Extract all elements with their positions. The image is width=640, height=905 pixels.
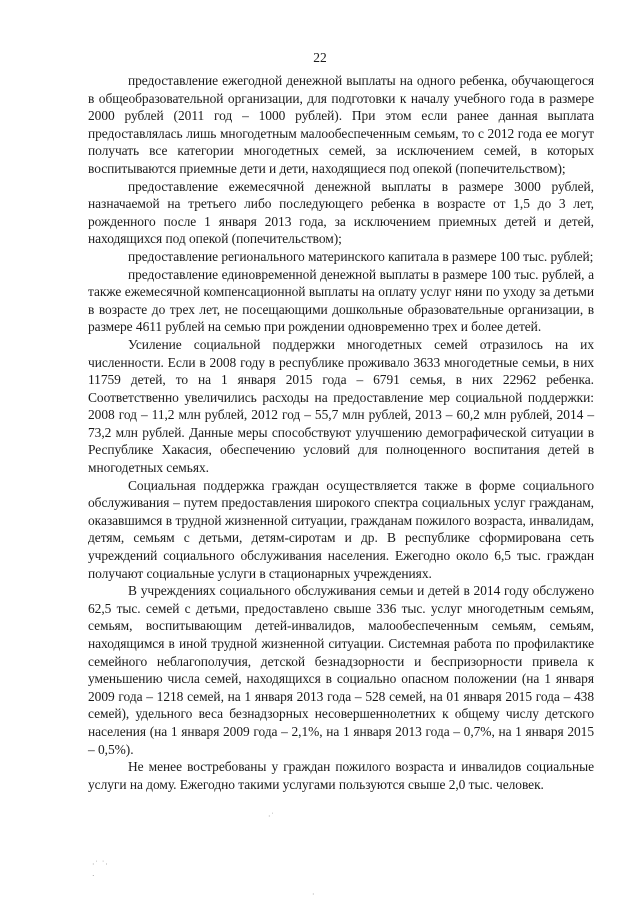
scan-artifact: ·˙ ˙· . [92, 860, 108, 878]
scan-artifact: ·˙ [268, 812, 275, 821]
paragraph-lump-sum-payment: предоставление единовременной денежной выплаты в размере 100 тыс. рублей, а также ежемесячной компенсационной выплаты на оплату услуг няни по уходу за детьми в возрасте до трех лет, не посещающими дошкольные образовательные организации, в размере 4611 рублей на семью при рождении одновременно трех и более детей. [88, 266, 594, 335]
paragraph-family-services: В учреждениях социального обслуживания семьи и детей в 2014 году обслужено 62,5 тыс. семей с детьми, предоставлено свыше 336 тыс. услуг многодетным семьям, семьям, воспитывающим детей-инвалидов, малообеспеченным семьям, семьям, находящимся в иной трудной жизненной ситуации. Системная работа по профилактике семейного неблагополучия, детской безнадзорности и беспризорности привела к уменьшению числа семей, находящихся в социально опасном положении (на 1 января 2009 года – 1218 семей, на 1 января 2013 года – 528 семей, на 01 января 2015 года – 438 семей), удельного веса безнадзорных несовершеннолетних к общему числу детского населения (на 1 января 2009 года – 2,1%, на 1 января 2013 года – 0,7%, на 1 января 2015 – 0,5%). [88, 583, 594, 757]
paragraph-social-services: Социальная поддержка граждан осуществляется также в форме социального обслуживания – путем предоставления широкого спектра социальных услуг гражданам, оказавшимся в трудной жизненной ситуации, гражданам пожилого возраста, инвалидам, детям, семьям с детьми, детям-сиротам и др. В республике сформирована сеть учреждений социального обслуживания населения. Ежегодно около 6,5 тыс. граждан получают социальные услуги в стационарных учреждениях. [88, 477, 594, 581]
scan-artifact: · [312, 890, 315, 899]
paragraph-annual-payment: предоставление ежегодной денежной выплаты на одного ребенка, обучающегося в общеобразовательной организации, для подготовки к началу учебного года в размере 2000 рублей (2011 год – 1000 рублей). При этом если ранее данная выплата предоставлялась лишь многодетным малообеспеченным семьям, то с 2012 года ее могут получать все категории многодетных семей, за исключением семей, в которых воспитываются приемные дети и дети, находящиеся под опекой (попечительством); [88, 73, 594, 176]
paragraph-monthly-payment: предоставление ежемесячной денежной выплаты в размере 3000 рублей, назначаемой на третьего либо последующего ребенка в возрасте от 1,5 до 3 лет, рожденного после 1 января 2013 года, за исключением приемных детей и детей, находящихся под опекой (попечительством); [88, 178, 594, 247]
paragraph-maternity-capital: предоставление регионального материнского капитала в размере 100 тыс. рублей; [128, 248, 594, 264]
paragraph-home-services: Не менее востребованы у граждан пожилого возраста и инвалидов социальные услуги на дому. Ежегодно такими услугами пользуются свыше 2,0 тыс. человек. [88, 759, 594, 792]
document-body [88, 72, 594, 793]
paragraph-large-families-support: Усиление социальной поддержки многодетных семей отразилось на их численности. Если в 2008 году в республике проживало 3633 многодетные семьи, в них 11759 детей, то на 1 января 2015 года – 6791 семья, в них 22962 ребенка. Соответственно увеличились расходы на предоставление мер социальной поддержки: 2008 год – 11,2 млн рублей, 2012 год – 55,7 млн рублей, 2013 – 60,2 млн рублей, 2014 – 73,2 млн рублей. Данные меры способствуют улучшению демографической ситуации в Республике Хакасия, обеспечению условий для полноценного воспитания детей в многодетных семьях. [88, 336, 594, 476]
page-number: 22 [313, 50, 327, 65]
